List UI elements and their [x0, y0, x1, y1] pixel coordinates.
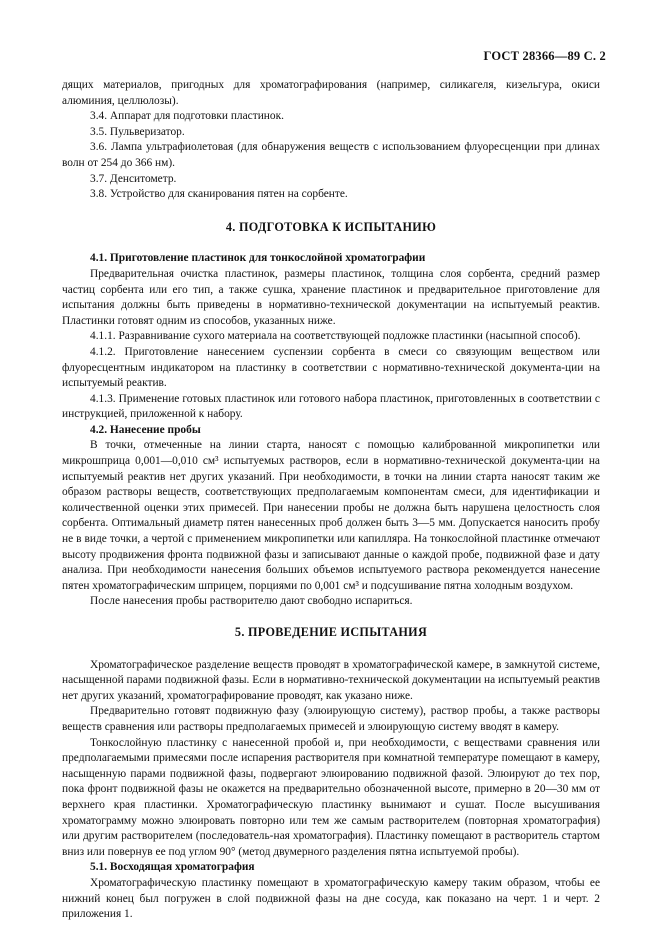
paragraph: 3.8. Устройство для сканирования пятен на сорбенте. [90, 188, 348, 201]
page-header: ГОСТ 28366—89 С. 2 [483, 49, 606, 63]
paragraph: 4.1.1. Разравнивание сухого материала на соответствующей подложке пластинки (насыпной способ). [90, 330, 581, 343]
paragraph: 3.7. Денситометр. [90, 172, 177, 185]
paragraph: 3.5. Пульверизатор. [90, 125, 185, 138]
document-body [62, 78, 600, 923]
paragraph: После нанесения пробы растворителю дают свободно испариться. [90, 595, 413, 608]
paragraph: Предварительная очистка пластинок, размеры пластинок, толщина слоя сорбента, средний размер частиц сорбента или его тип, а также сушка, хранение пластинок и предварительное приготовление для испытания должны быть приведены в нормативно-технической документации на испытуемый реактив. Пластинки готовят одним из способов, указанных ниже. [62, 267, 600, 327]
paragraph: Хроматографическую пластинку помещают в хроматографическую камеру таким образом, чтобы ее нижний конец был погружен в слой подвижной фазы на дне сосуда, как показано на черт. 1 и черт. 2 приложения 1. [62, 876, 600, 921]
paragraph: дящих материалов, пригодных для хроматографирования (например, силикагеля, кизельгура, окиси алюминия, целлюлозы). [62, 79, 600, 107]
paragraph: 4.1.2. Приготовление нанесением суспензии сорбента в смеси со связующим веществом или флуоресцентным индикатором на пластинку в соответствии с нормативно-технической документа-ции на испытуемый реактив. [62, 345, 600, 390]
paragraph: Предварительно готовят подвижную фазу (элюирующую систему), раствор пробы, а также растворы веществ сравнения или растворы предполагаемых примесей и элюирующую систему вводят в камеру. [62, 705, 600, 733]
paragraph: Хроматографическое разделение веществ проводят в хроматографической камере, в замкнутой системе, насыщенной парами подвижной фазы. Если в нормативно-технической документации на испытуемый реактив нет других указаний, хроматографирование проводят, как указано ниже. [62, 658, 600, 702]
subsection-heading: 4.2. Нанесение пробы [90, 423, 201, 436]
subsection-heading: 4.1. Приготовление пластинок для тонкослойной хроматографии [90, 252, 426, 265]
paragraph: Тонкослойную пластинку с нанесенной пробой и, при необходимости, с веществами сравнения или предполагаемыми примесями после испарения растворителя при комнатной температуре помещают в камеру, насыщенную парами подвижной фазы, подвергают элюированию подвижной фазой. Элюируют до тех пор, пока фронт подвижной фазы не окажется на предварительно обозначенной высоте, примерно в 20—30 мм от верхнего края пластинки. Хроматографическую пластинку вынимают и сушат. После высушивания хроматограмму можно элюировать повторно или тем же самым растворителем (повторная хроматография) или другим растворителем (последователь-ная хроматография). Пластинку помещают в растворитель стартом вниз или повернув ее под углом 90° (метод двумерного разделения пятна испытуемой пробы). [62, 736, 600, 858]
paragraph: В точки, отмеченные на линии старта, наносят с помощью калиброванной микропипетки или микрошприца 0,001—0,010 см³ испытуемых растворов, если в нормативно-технической документа-ции на испытуемый реактив нет других указаний. При необходимости, в точки на линии старта наносят таким же образом растворы веществ, соответствующих предполагаемым компонентам смеси, для идентификации и количественной оценки этих примесей. При нанесении пробы не должна быть нарушена целостность слоя сорбента. Оптимальный диаметр пятен нанесенных проб должен быть 3—5 мм. Допускается наносить пробу не в виде точки, а чертой с применением микропипетки или капилляра. На тонкослойной пластинке отмечают высоту продвижения фронта подвижной фазы и записывают данные о каждой пробе, подвижной фазе и дату анализа. При необходимости нанесения больших объемов испытуемого раствора рекомендуется нанесение пятен хроматографическим шприцем, порциями по 0,001 см³ и подсушивание пятна холодным воздухом. [62, 439, 600, 592]
subsection-heading: 5.1. Восходящая хроматография [90, 861, 255, 874]
paragraph: 4.1.3. Применение готовых пластинок или готового набора пластинок, приготовленных в соответствии с инструкцией, приложенной к набору. [62, 392, 600, 421]
paragraph: 3.6. Лампа ультрафиолетовая (для обнаружения веществ с использованием флуоресценции при длинах волн от 254 до 366 нм). [62, 141, 600, 169]
paragraph: 3.4. Аппарат для подготовки пластинок. [90, 110, 284, 123]
section-heading: 4. ПОДГОТОВКА К ИСПЫТАНИЮ [225, 219, 437, 234]
section-heading: 5. ПРОВЕДЕНИЕ ИСПЫТАНИЯ [234, 625, 428, 639]
